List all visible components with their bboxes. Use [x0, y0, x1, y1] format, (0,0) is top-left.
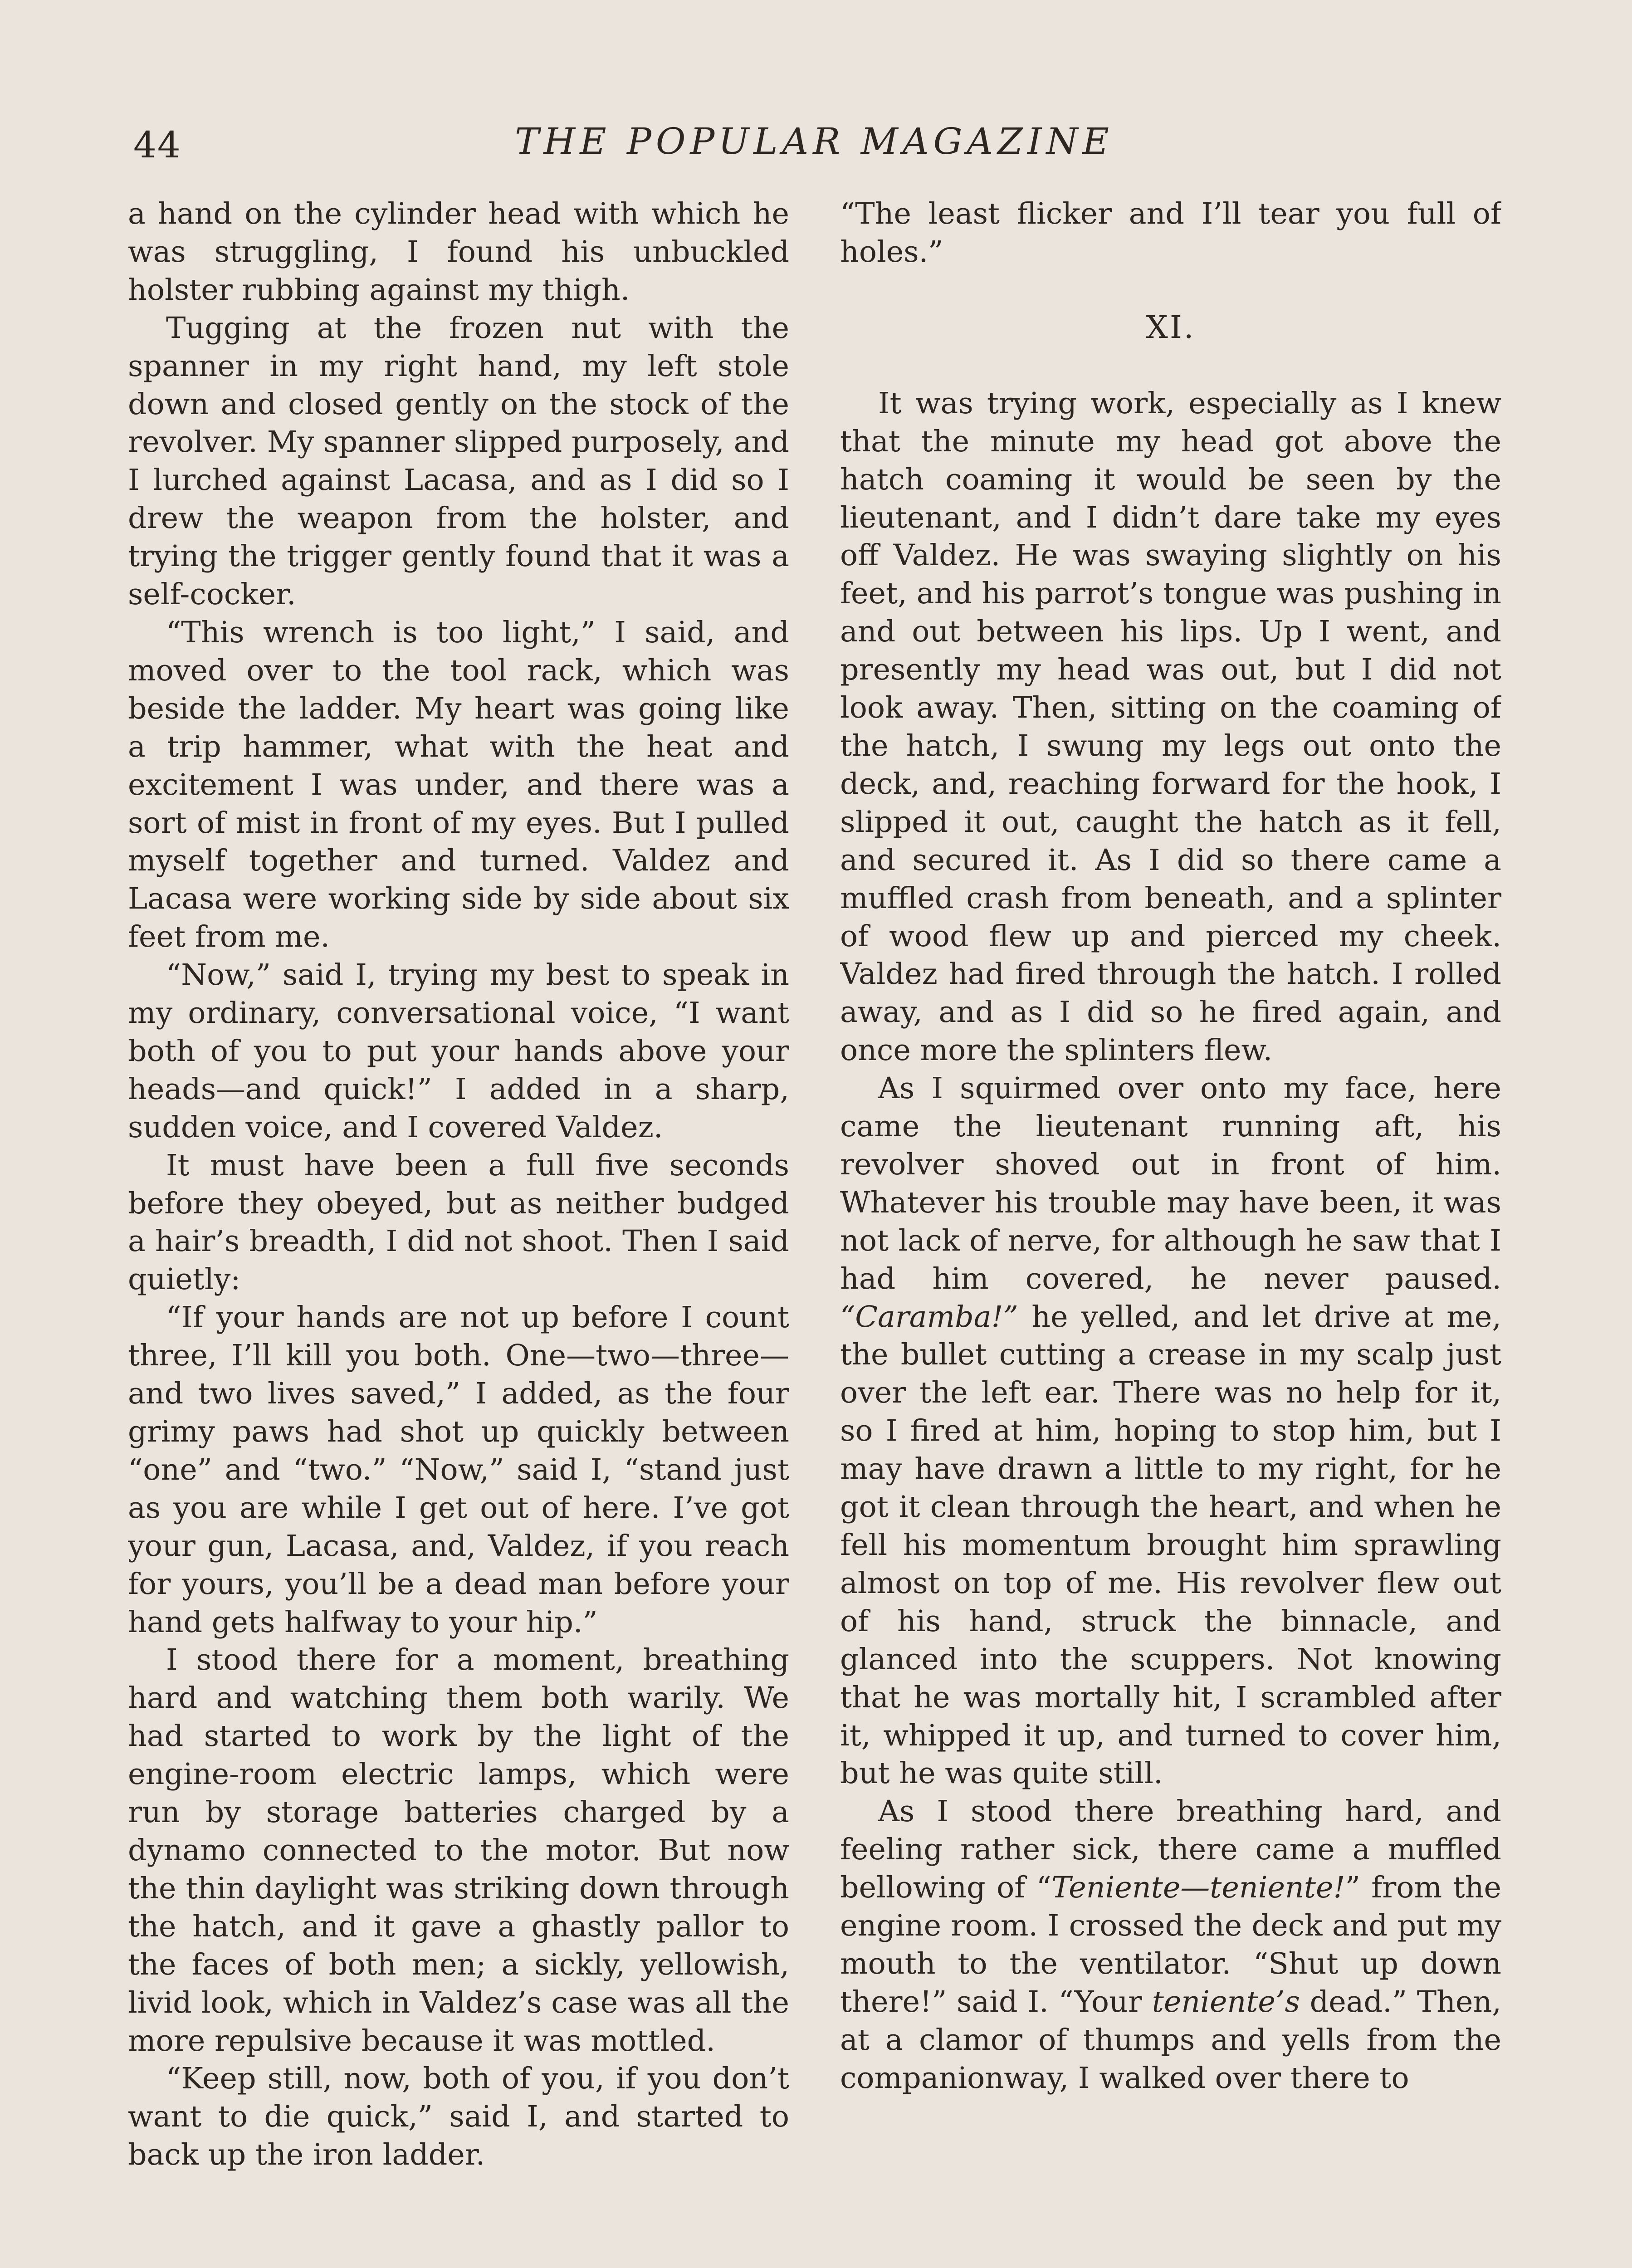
- section-heading: XI.: [1146, 309, 1196, 346]
- running-head: THE POPULAR MAGAZINE: [515, 120, 1114, 162]
- italic-text: “Caramba!”: [840, 1300, 1018, 1334]
- italic-text: Teniente—teniente!: [1051, 1871, 1345, 1905]
- text-run: he yelled, and let drive at me, the bullet cutting a crease in my scalp just over the left ear. There was no help for it, so I fired at him, hoping to stop him, but I may have drawn a little to my right, for he got it clean through the heart, and when he fell his momentum brought him sprawling almost on top of me. His revolver flew out of his hand, struck the binnacle, and glanced into the scuppers. Not knowing that he was mortally hit, I scrambled after it, whipped it up, and turned to cover him, but he was quite still.: [840, 1300, 1501, 1791]
- italic-text: teniente’s: [1152, 1984, 1300, 2019]
- paragraph: It must have been a full five seconds before they obeyed, but as neither budged a hair’s breadth, I did not shoot. Then I said quietly:: [128, 1148, 789, 1297]
- paragraph: It was trying work, especially as I knew that the minute my head got above the hatch coaming it would be seen by the lieutenant, and I didn’t dare take my eyes off Valdez. He was swaying slightly on his feet, and his parrot’s tongue was pushing in and out between his lips. Up I went, and presently my head was out, but I did not look away. Then, sitting on the coaming of the hatch, I swung my legs out onto the deck, and, reaching forward for the hook, I slipped it out, caught the hatch as it fell, and secured it. As I did so there came a muffled crash from beneath, and a splinter of wood flew up and pierced my cheek. Valdez had fired through the hatch. I rolled away, and as I did so he fired again, and once more the splinters flew.: [840, 386, 1501, 1068]
- text-run: As I squirmed over onto my face, here came the lieutenant running aft, his revolver shoved out in front of him. Whatever his trouble may have been, it was not lack of nerve, for although he saw that I had him covered, he never paused.: [840, 1071, 1501, 1296]
- paragraph: “Now,” said I, trying my best to speak in my ordinary, conversational voice, “I want both of you to put your hands above your heads—and quick!” I added in a sharp, sudden voice, and I covered Valdez.: [128, 958, 789, 1144]
- page-number: 44: [133, 124, 181, 166]
- paragraph: I stood there for a moment, breathing hard and watching them both warily. We had started to work by the light of the engine-room electric lamps, which were run by storage batteries charged by a dynamo connected to the motor. But now the thin daylight was striking down through the hatch, and it gave a ghastly pallor to the faces of both men; a sickly, yellowish, livid look, which in Valdez’s case was all the more repulsive because it was mottled.: [128, 1643, 789, 2058]
- paragraph: “This wrench is too light,” I said, and moved over to the tool rack, which was beside the ladder. My heart was going like a trip hammer, what with the heat and excitement I was under, and there was a sort of mist in front of my eyes. But I pulled myself together and turned. Valdez and Lacasa were working side by side about six feet from me.: [128, 615, 789, 954]
- paragraph: “If your hands are not up before I count three, I’ll kill you both. One—two—three—and two lives saved,” I added, as the four grimy paws had shot up quickly between “one” and “two.” “Now,” said I, “stand just as you are while I get out of here. I’ve got your gun, Lacasa, and, Valdez, if you reach for yours, you’ll be a dead man before your hand gets halfway to your hip.”: [128, 1300, 789, 1639]
- paragraph: [840, 1070, 1501, 1793]
- paragraph: a hand on the cylinder head with which he was struggling, I found his unbuckled holster rubbing against my thigh.: [128, 197, 789, 307]
- paragraph: “The least flicker and I’ll tear you full of holes.”: [840, 197, 1501, 269]
- paragraph: [840, 1793, 1501, 2097]
- right-column: [840, 195, 1501, 2268]
- text-run: ” from the engine room. I crossed the deck and put my mouth to the ventilator. “Shut up down there!” said I. “Your: [840, 1871, 1501, 2019]
- text-run: As I stood there breathing hard, and feeling rather sick, there came a muffled bellowing of “: [840, 1794, 1501, 1905]
- paragraph: “Keep still, now, both of you, if you don’t want to die quick,” said I, and started to back up the iron ladder.: [128, 2062, 789, 2172]
- text-run: dead.” Then, at a clamor of thumps and yells from the companionway, I walked over there to: [840, 1984, 1501, 2095]
- paragraph: Tugging at the frozen nut with the spanner in my right hand, my left stole down and closed gently on the stock of the revolver. My spanner slipped purposely, and I lurched against Lacasa, and as I did so I drew the weapon from the holster, and trying the trigger gently found that it was a self-cocker.: [128, 311, 789, 612]
- left-column: [128, 195, 789, 2268]
